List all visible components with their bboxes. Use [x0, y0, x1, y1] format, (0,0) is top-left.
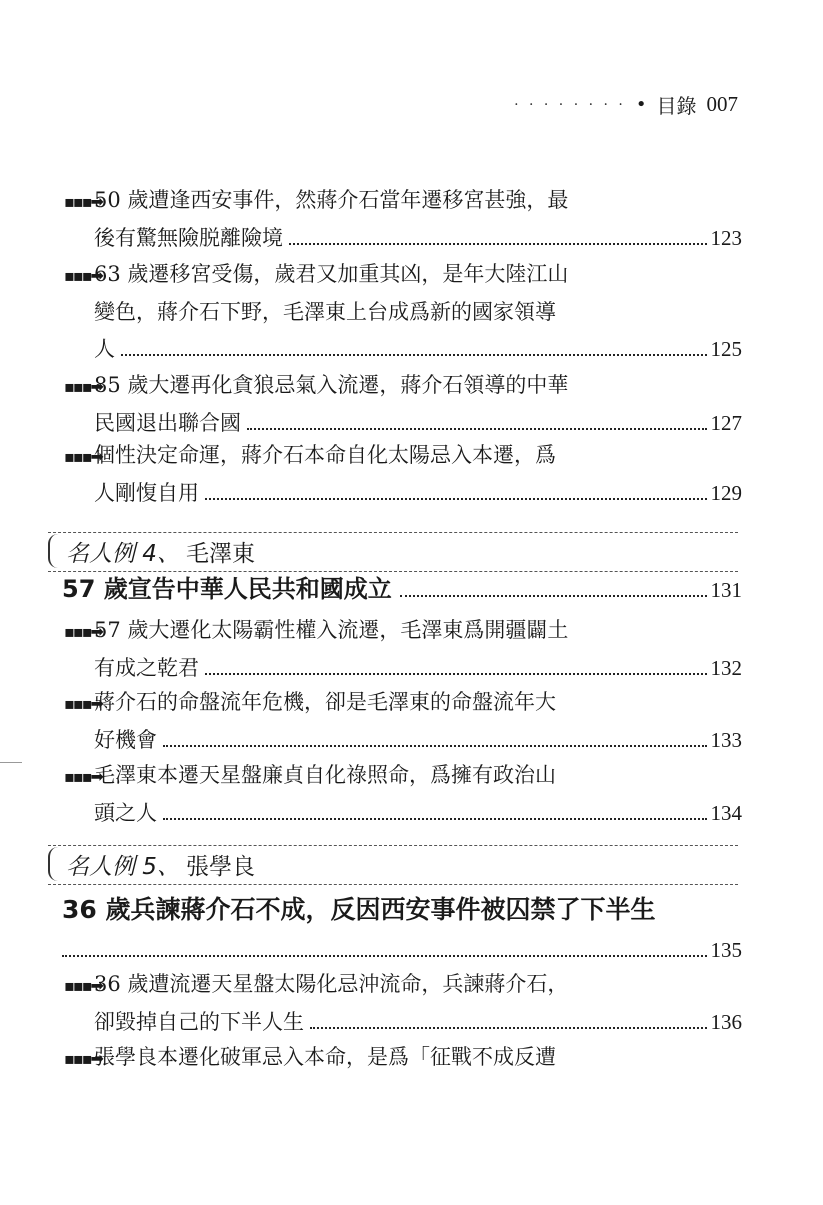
- arrow-icon: ▪▪▪➡: [64, 377, 102, 396]
- dot-leader: [163, 745, 707, 747]
- margin-mark: [0, 762, 22, 763]
- section-label-zhang: [48, 843, 738, 885]
- section-label-text: [66, 535, 255, 568]
- dot-leader: [310, 1027, 707, 1029]
- section-heading[interactable]: [62, 572, 742, 607]
- section-label-name: 張學良: [185, 854, 255, 880]
- entry-text: 人: [94, 337, 115, 361]
- heading-page: 135: [710, 938, 742, 962]
- entry-text: 有成之乾君: [94, 656, 199, 680]
- section-label-text: [66, 848, 255, 881]
- entry-text: 後有驚無險脱離險境: [94, 226, 283, 250]
- page-header: [514, 90, 738, 119]
- entry-text: 蔣介石的命盤流年危機，卻是毛澤東的命盤流年大: [94, 690, 556, 714]
- arrow-icon: ▪▪▪➡: [64, 266, 102, 285]
- entry-text: 頭之人: [94, 801, 157, 825]
- dot-leader: [205, 673, 707, 675]
- entry-text: 57 歲大遷化太陽霸性權入流遷，毛澤東爲開疆闢土: [94, 618, 569, 642]
- entry-page: 136: [710, 1010, 742, 1034]
- header-page-number: 007: [706, 92, 738, 116]
- arrow-icon: ▪▪▪➡: [64, 192, 102, 211]
- heading-text: 57 歲宣告中華人民共和國成立: [62, 575, 392, 603]
- entry-page: 125: [710, 337, 742, 361]
- section-label-name: 毛澤東: [185, 541, 255, 567]
- header-title: 目錄: [656, 94, 697, 118]
- heading-page: 131: [710, 578, 742, 602]
- heading-text: 36 歲兵諫蔣介石不成，反因西安事件被囚禁了下半生: [62, 895, 656, 924]
- toc-entry[interactable]: [64, 182, 742, 257]
- arrow-icon: ▪▪▪➡: [64, 694, 102, 713]
- dot-leader: [247, 428, 707, 430]
- dot-leader: [400, 595, 707, 597]
- section-bracket: [48, 847, 60, 881]
- arrow-icon: ▪▪▪➡: [64, 447, 102, 466]
- section-label-prefix: 名人例 5、: [66, 854, 180, 880]
- arrow-icon: ▪▪▪➡: [64, 622, 102, 641]
- entry-page: 129: [710, 481, 742, 505]
- section-heading[interactable]: [62, 893, 742, 967]
- toc-entry[interactable]: [64, 612, 742, 687]
- toc-entry[interactable]: [64, 684, 742, 759]
- entry-page: 134: [710, 801, 742, 825]
- dot-leader: [163, 818, 707, 820]
- dot-leader: [289, 243, 707, 245]
- entry-text: 個性決定命運，蔣介石本命自化太陽忌入本遷，爲: [94, 443, 556, 467]
- header-bullet: •: [635, 94, 647, 115]
- entry-text: 變色，蔣介石下野，毛澤東上台成爲新的國家領導: [94, 300, 556, 324]
- entry-text: 50 歲遭逢西安事件，然蔣介石當年遷移宮甚強，最: [94, 188, 569, 212]
- toc-entry[interactable]: [64, 757, 742, 832]
- entry-page: 123: [710, 226, 742, 250]
- entry-text: 卻毀掉自己的下半人生: [94, 1010, 304, 1034]
- entry-text: 民國退出聯合國: [94, 411, 241, 435]
- section-label-mao: [48, 530, 738, 572]
- dot-leader: [205, 498, 707, 500]
- toc-entry[interactable]: [64, 1039, 742, 1077]
- entry-page: 133: [710, 728, 742, 752]
- entry-text: 85 歲大遷再化貪狼忌氣入流遷，蔣介石領導的中華: [94, 373, 569, 397]
- dot-leader: [62, 955, 707, 957]
- entry-page: 127: [710, 411, 742, 435]
- entry-text: 張學良本遷化破軍忌入本命，是爲「征戰不成反遭: [94, 1045, 556, 1069]
- toc-entry[interactable]: [64, 437, 742, 512]
- entry-text: 36 歲遭流遷天星盤太陽化忌沖流命，兵諫蔣介石，: [94, 972, 569, 996]
- toc-entry[interactable]: [64, 966, 742, 1041]
- entry-page: 132: [710, 656, 742, 680]
- section-label-prefix: 名人例 4、: [66, 541, 180, 567]
- toc-entry[interactable]: [64, 256, 742, 368]
- entry-text: 人剛愎自用: [94, 481, 199, 505]
- toc-entry[interactable]: [64, 367, 742, 442]
- entry-text: 毛澤東本遷天星盤廉貞自化祿照命，爲擁有政治山: [94, 763, 556, 787]
- arrow-icon: ▪▪▪➡: [64, 767, 102, 786]
- dot-leader: [121, 354, 707, 356]
- arrow-icon: ▪▪▪➡: [64, 1049, 102, 1068]
- section-bracket: [48, 534, 60, 568]
- entry-text: 63 歲遷移宮受傷，歲君又加重其凶，是年大陸江山: [94, 262, 569, 286]
- arrow-icon: ▪▪▪➡: [64, 976, 102, 995]
- header-dots: · · · · · · · ·: [514, 96, 626, 113]
- entry-text: 好機會: [94, 728, 157, 752]
